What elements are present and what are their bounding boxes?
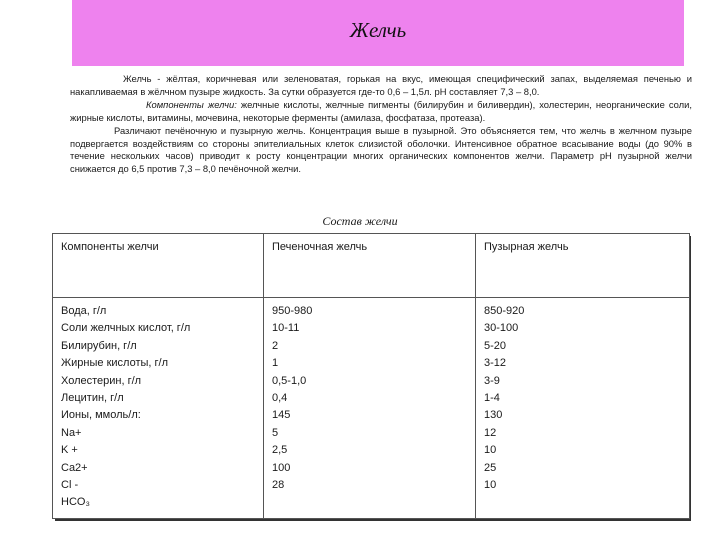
- header-components: Компоненты желчи: [53, 234, 264, 298]
- gallbladder-value: 25: [484, 461, 497, 474]
- table-shadow-bottom: [55, 519, 691, 521]
- gallbladder-value: 10: [484, 479, 497, 492]
- header-hepatic: Печеночная желчь: [264, 234, 476, 298]
- component-name: Na+: [61, 426, 82, 439]
- components-column: [53, 298, 264, 519]
- paragraph-types: Различают печёночную и пузырную желчь. Концентрация выше в пузырной. Это объясняется тем, что желчь в желчном пузыре подвергается воздействиям со стороны эпителиальных клеток слизистой оболочки. Интенсивное обратное всасывание воды (до 90% в течение нескольких часов) приводит к росту концентрации многих органических компонентов желчи. Параметр pH пузырной желчи снижается до 6,5 против 7,3 – 8,0 печёночной желчи.: [70, 124, 692, 175]
- gallbladder-value: 850-920: [484, 305, 525, 317]
- components-label: Компоненты желчи:: [146, 98, 237, 110]
- hepatic-value: 0,5-1,0: [272, 374, 307, 387]
- hepatic-value: 5: [272, 426, 279, 439]
- component-name: Лецитин, г/л: [61, 392, 124, 405]
- body-text: [70, 73, 692, 176]
- hepatic-value: 10-11: [272, 322, 300, 335]
- hepatic-value: 0,4: [272, 392, 288, 405]
- hepatic-value: 100: [272, 461, 291, 474]
- title-bar: [72, 0, 684, 66]
- component-name: Ионы, ммоль/л:: [61, 409, 141, 422]
- composition-table: [52, 233, 690, 519]
- hepatic-value: 2,5: [272, 444, 288, 457]
- gallbladder-value: 130: [484, 409, 503, 422]
- table-header-row: [53, 234, 690, 298]
- component-name: Холестерин, г/л: [61, 374, 142, 387]
- component-name: Соли желчных кислот, г/л: [61, 322, 191, 335]
- gallbladder-value: 10: [484, 444, 497, 457]
- paragraph-definition: Желчь - жёлтая, коричневая или зеленоватая, горькая на вкус, имеющая специфический запах, выделяемая печенью и накапливаемая в жёлчном пузыре жидкость. За сутки образуется где-то 0,6 – 1,5л. pH составляет 7,3 – 8,0.: [70, 73, 692, 97]
- component-name: Cl -: [61, 479, 79, 492]
- gallbladder-value: 1-4: [484, 392, 500, 405]
- hepatic-value: 1: [272, 357, 279, 370]
- component-name: Вода, г/л: [61, 305, 107, 317]
- hepatic-value: 28: [272, 479, 285, 492]
- components-text: желчные кислоты, желчные пигменты (билирубин и биливердин), холестерин, неорганические соли, жирные кислоты, витамины, мочевина, некоторые ферменты (амилаза, фосфатаза, протеаза).: [70, 98, 692, 123]
- header-gallbladder: Пузырная желчь: [476, 234, 690, 298]
- table-row: [53, 298, 690, 519]
- hepatic-value: 2: [272, 339, 279, 352]
- gallbladder-value: 3-12: [484, 357, 507, 370]
- gallbladder-value: 30-100: [484, 322, 519, 335]
- hepatic-column: [264, 298, 476, 519]
- component-name: Билирубин, г/л: [61, 339, 137, 352]
- component-name: Жирные кислоты, г/л: [61, 357, 168, 370]
- paragraph-components: [70, 99, 692, 125]
- gallbladder-value: 5-20: [484, 339, 507, 352]
- gallbladder-column: [476, 298, 690, 519]
- table-caption: Состав желчи: [322, 214, 398, 228]
- hepatic-value: 145: [272, 409, 291, 422]
- gallbladder-value: 3-9: [484, 374, 500, 387]
- component-name: K +: [61, 444, 78, 457]
- gallbladder-value: 12: [484, 426, 497, 439]
- page-title: Желчь: [349, 18, 407, 42]
- component-name: HCO₃: [61, 496, 90, 509]
- component-name: Ca2+: [61, 461, 88, 474]
- hepatic-value: 950-980: [272, 305, 313, 317]
